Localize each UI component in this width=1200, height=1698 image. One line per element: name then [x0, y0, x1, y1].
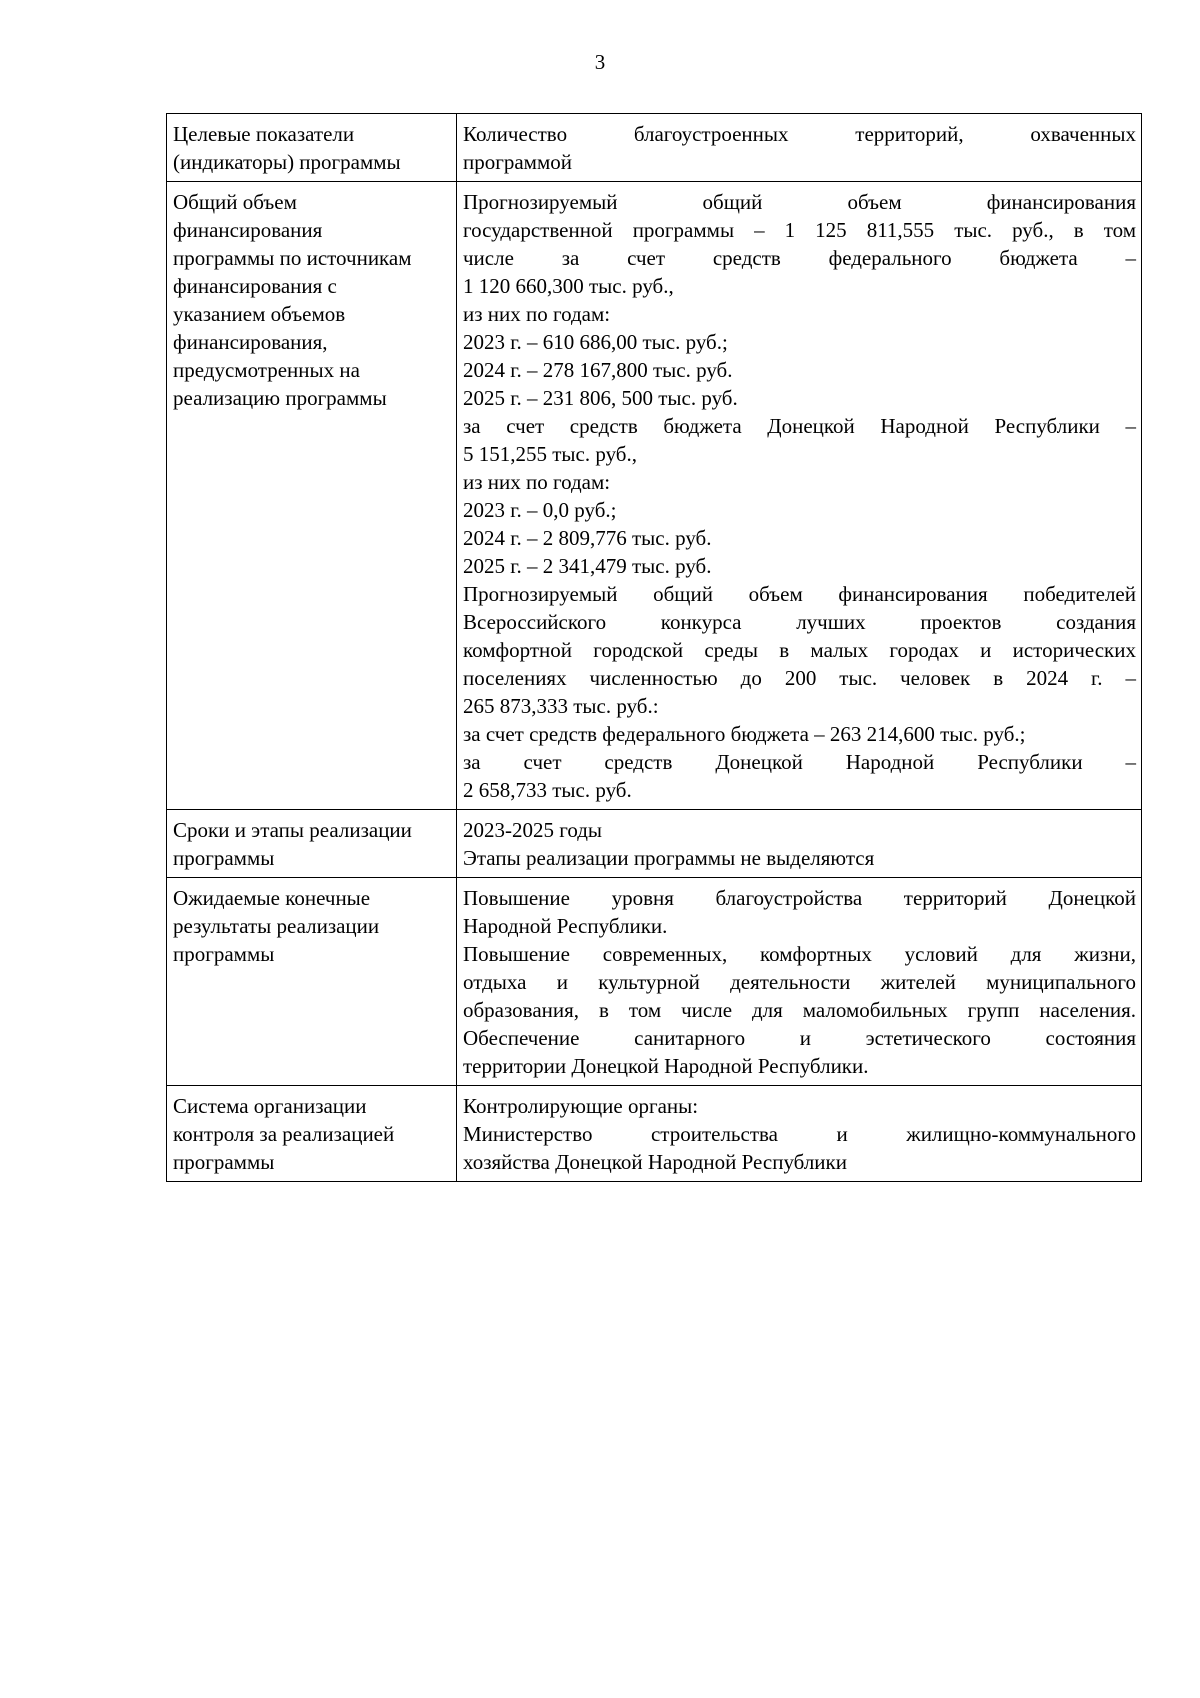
- value-line: территории Донецкой Народной Республики.: [463, 1054, 869, 1078]
- row-value-cell: [457, 1086, 1142, 1182]
- label-line: Сроки и этапы реализации: [173, 818, 412, 842]
- row-value-cell: [457, 810, 1142, 878]
- value-line: за счет средств бюджета Донецкой Народной Республики –: [463, 414, 1136, 438]
- label-line: программы: [173, 1150, 275, 1174]
- label-line: программы: [173, 846, 275, 870]
- table-row-timeline: [167, 810, 1142, 878]
- value-line: поселениях численностью до 200 тыс. человек в 2024 г. –: [463, 666, 1136, 690]
- value-line: за счет средств Донецкой Народной Республики –: [463, 750, 1136, 774]
- value-line: 2 658,733 тыс. руб.: [463, 778, 632, 802]
- value-line: Контролирующие органы:: [463, 1094, 699, 1118]
- label-line: финансирования,: [173, 330, 328, 354]
- label-line: указанием объемов: [173, 302, 346, 326]
- value-line: из них по годам:: [463, 302, 611, 326]
- value-line: комфортной городской среды в малых городах и исторических: [463, 638, 1136, 662]
- value-line: 5 151,255 тыс. руб.,: [463, 442, 637, 466]
- label-line: контроля за реализацией: [173, 1122, 395, 1146]
- value-line: Министерство строительства и жилищно-коммунального: [463, 1122, 1136, 1146]
- label-line: финансирования: [173, 218, 323, 242]
- value-line: за счет средств федерального бюджета – 263 214,600 тыс. руб.;: [463, 722, 1026, 746]
- label-line: Ожидаемые конечные: [173, 886, 371, 910]
- value-line: 2023 г. – 0,0 руб.;: [463, 498, 617, 522]
- value-line: Обеспечение санитарного и эстетического состояния: [463, 1026, 1136, 1050]
- label-line: Целевые показатели: [173, 122, 355, 146]
- value-line: Повышение уровня благоустройства территорий Донецкой: [463, 886, 1136, 910]
- value-line: Народной Республики.: [463, 914, 668, 938]
- value-line: Количество благоустроенных территорий, охваченных: [463, 122, 1136, 146]
- value-line: из них по годам:: [463, 470, 611, 494]
- row-label-cell: [167, 114, 457, 182]
- row-value-cell: [457, 182, 1142, 810]
- label-line: Система организации: [173, 1094, 367, 1118]
- value-line: 265 873,333 тыс. руб.:: [463, 694, 659, 718]
- row-value-cell: [457, 114, 1142, 182]
- value-line: 2025 г. – 2 341,479 тыс. руб.: [463, 554, 712, 578]
- label-line: результаты реализации: [173, 914, 380, 938]
- table-row-control-system: [167, 1086, 1142, 1182]
- program-passport-table: [166, 113, 1142, 1182]
- label-line: (индикаторы) программы: [173, 150, 401, 174]
- row-label-cell: [167, 810, 457, 878]
- page-number: 3: [594, 50, 606, 74]
- row-label-cell: [167, 182, 457, 810]
- label-line: программы: [173, 942, 275, 966]
- value-line: Этапы реализации программы не выделяются: [463, 846, 875, 870]
- table-row-target-indicators: [167, 114, 1142, 182]
- value-line: 2025 г. – 231 806, 500 тыс. руб.: [463, 386, 738, 410]
- value-line: Прогнозируемый общий объем финансирования победителей: [463, 582, 1136, 606]
- label-line: предусмотренных на: [173, 358, 360, 382]
- value-line: 2023-2025 годы: [463, 818, 603, 842]
- row-label-cell: [167, 878, 457, 1086]
- value-line: Повышение современных, комфортных условий для жизни,: [463, 942, 1136, 966]
- label-line: Общий объем: [173, 190, 297, 214]
- value-line: 2024 г. – 2 809,776 тыс. руб.: [463, 526, 712, 550]
- value-line: Всероссийского конкурса лучших проектов создания: [463, 610, 1136, 634]
- value-line: 1 120 660,300 тыс. руб.,: [463, 274, 674, 298]
- table-row-financing: [167, 182, 1142, 810]
- value-line: образования, в том числе для маломобильных групп населения.: [463, 998, 1136, 1022]
- value-line: государственной программы – 1 125 811,555 тыс. руб., в том: [463, 218, 1136, 242]
- value-line: 2023 г. – 610 686,00 тыс. руб.;: [463, 330, 728, 354]
- label-line: финансирования с: [173, 274, 337, 298]
- label-line: программы по источникам: [173, 246, 412, 270]
- value-line: числе за счет средств федерального бюджета –: [463, 246, 1136, 270]
- row-label-cell: [167, 1086, 457, 1182]
- value-line: хозяйства Донецкой Народной Республики: [463, 1150, 847, 1174]
- row-value-cell: [457, 878, 1142, 1086]
- label-line: реализацию программы: [173, 386, 387, 410]
- value-line: программой: [463, 150, 572, 174]
- value-line: 2024 г. – 278 167,800 тыс. руб.: [463, 358, 733, 382]
- value-line: Прогнозируемый общий объем финансирования: [463, 190, 1136, 214]
- table-row-expected-results: [167, 878, 1142, 1086]
- value-line: отдыха и культурной деятельности жителей муниципального: [463, 970, 1136, 994]
